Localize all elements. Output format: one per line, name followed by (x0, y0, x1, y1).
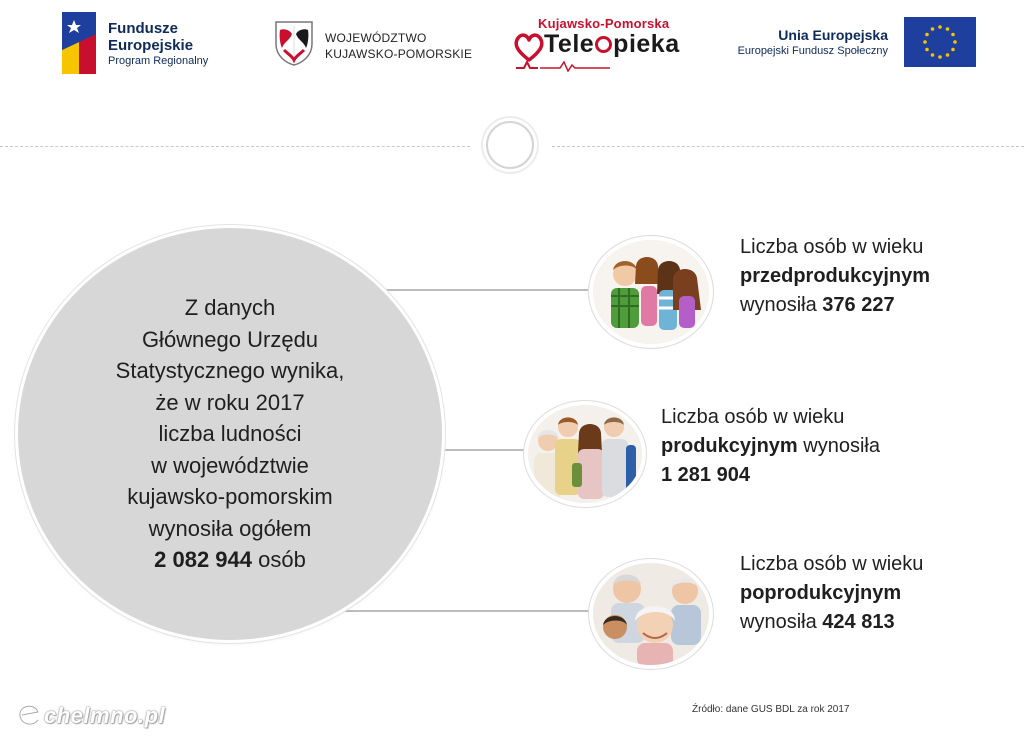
ue-line1: Unia Europejska (778, 27, 888, 43)
fundusze-line3: Program Regionalny (108, 55, 209, 67)
ue-line2: Europejski Fundusz Społeczny (737, 45, 888, 57)
stat-preproductive-line1: Liczba osób w wieku (740, 236, 924, 258)
stat-preproductive-value: 376 227 (822, 294, 895, 316)
connector-line-3 (345, 610, 597, 612)
summary-line-1: Z danych (184, 295, 276, 320)
connector-line-2 (440, 449, 532, 451)
stat-postproductive-verb: wynosiła (740, 611, 817, 633)
fundusze-line1: Fundusze (108, 20, 178, 37)
summary-unit: osób (258, 547, 306, 572)
adults-photo (528, 405, 642, 503)
summary-line-7: kujawsko-pomorskim (127, 484, 333, 509)
stat-productive (661, 403, 880, 490)
summary-line-6: w województwie (151, 452, 309, 478)
stat-preproductive (740, 233, 930, 320)
summary-line-8: wynosiła ogółem (148, 515, 312, 541)
stat-preproductive-verb: wynosiła (740, 294, 817, 316)
stat-productive-line1: Liczba osób w wieku (661, 406, 845, 428)
summary-total-line (58, 544, 402, 576)
watermark (16, 702, 165, 729)
fundusze-europejskie-icon (62, 12, 96, 74)
wojewodztwo-line1: WOJEWÓDZTWO (325, 31, 427, 45)
summary-line-2: Głównego Urzędu (141, 326, 319, 352)
teleopieka-o-ring-icon (595, 36, 612, 53)
seniors-photo (593, 563, 709, 665)
eu-flag-icon (904, 17, 976, 67)
divider-right (552, 146, 1024, 147)
stat-productive-verb: wynosiła (803, 435, 880, 457)
summary-line-4: że w roku 2017 (155, 389, 305, 415)
divider-left (0, 146, 470, 147)
teleopieka-main-b: pieka (613, 30, 680, 58)
watermark-text: chelmno.pl (44, 703, 166, 728)
stat-preproductive-group: przedprodukcyjnym (740, 265, 931, 287)
stat-postproductive-value: 424 813 (822, 611, 895, 633)
watermark-e-icon (16, 702, 44, 728)
stat-productive-group: produkcyjnym (661, 435, 798, 457)
wojewodztwo-line2: KUJAWSKO-POMORSKIE (325, 47, 473, 61)
summary-total: 2 082 944 (154, 547, 253, 572)
connector-line-1 (385, 289, 597, 291)
coat-of-arms-icon (274, 20, 314, 66)
source-note: Źródło: dane GUS BDL za rok 2017 (692, 704, 850, 715)
summary-text (58, 292, 402, 576)
stat-productive-value: 1 281 904 (661, 464, 750, 486)
stat-postproductive-line1: Liczba osób w wieku (740, 553, 924, 575)
teleopieka-top-text: Kujawsko-Pomorska (538, 16, 670, 31)
ecg-line-icon (540, 60, 610, 72)
divider-ring (486, 121, 534, 169)
fundusze-line2: Europejskie (108, 37, 194, 54)
teleopieka-main-a: Tele (544, 30, 595, 58)
summary-line-3: Statystycznego wynika, (115, 358, 345, 383)
stat-postproductive (740, 550, 923, 637)
children-photo (593, 240, 709, 344)
stat-postproductive-group: poprodukcyjnym (740, 582, 902, 604)
summary-line-5: liczba ludności (158, 421, 302, 446)
